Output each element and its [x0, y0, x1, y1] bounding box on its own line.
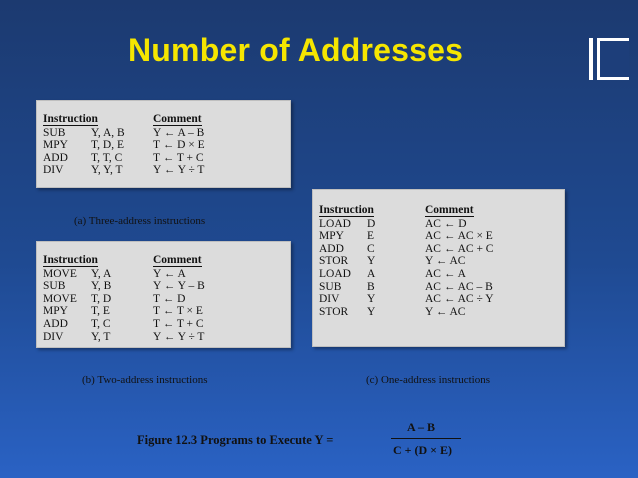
bar-thin — [589, 38, 593, 80]
slide-bars-icon — [589, 38, 629, 80]
two-address-caption: (b) Two-address instructions — [82, 374, 208, 386]
instruction-opcode: DIV — [43, 330, 64, 343]
instruction-opcode: SUB — [43, 126, 66, 139]
instruction-comment: AC ← AC ÷ Y — [425, 293, 494, 306]
table-row — [43, 318, 205, 331]
fraction-numerator: A – B — [407, 420, 436, 434]
instruction-operands: T, E — [91, 305, 110, 318]
figure-caption — [137, 420, 477, 464]
instruction-opcode: LOAD — [319, 267, 351, 280]
table-row — [319, 306, 494, 319]
comment-header-text: Comment — [153, 113, 202, 125]
instruction-opcode: STOR — [319, 305, 349, 318]
instruction-operands: Y — [367, 255, 376, 268]
instruction-comment: Y ← A — [153, 267, 186, 280]
instruction-opcode: DIV — [319, 293, 340, 306]
comment-header — [425, 204, 494, 218]
table-row — [43, 139, 205, 152]
one-address-panel — [312, 189, 565, 347]
table-row — [43, 293, 205, 306]
table-row — [43, 127, 205, 140]
instruction-operands: Y, A — [91, 267, 112, 280]
two-address-panel — [36, 241, 291, 348]
instruction-opcode: SUB — [43, 280, 66, 293]
one-address-caption: (c) One-address instructions — [366, 374, 491, 386]
instruction-opcode: DIV — [43, 164, 64, 177]
instruction-comment: Y ← A – B — [153, 126, 205, 139]
instruction-header-text: Instruction — [43, 113, 98, 125]
instruction-operands: T, C — [91, 317, 111, 330]
comment-header-text: Comment — [153, 254, 202, 266]
instruction-comment: T ← T + C — [153, 151, 204, 164]
instruction-comment: Y ← Y ÷ T — [153, 164, 205, 177]
one-address-table — [319, 204, 494, 318]
instruction-operands: T, D, E — [91, 139, 125, 152]
table-header-row — [43, 113, 205, 127]
table-row — [43, 268, 205, 281]
table-row — [319, 293, 494, 306]
instruction-opcode: MOVE — [43, 267, 77, 280]
table-row — [43, 280, 205, 293]
instruction-opcode: STOR — [319, 255, 349, 268]
instruction-header-text: Instruction — [319, 204, 374, 216]
instruction-comment: AC ← AC – B — [425, 280, 493, 293]
fraction-denominator: C + (D × E) — [393, 443, 453, 457]
instruction-operands: Y, B — [91, 280, 112, 293]
table-row — [319, 255, 494, 268]
instruction-comment: AC ← AC + C — [425, 242, 494, 255]
instruction-comment: T ← D × E — [153, 139, 205, 152]
instruction-comment: T ← D — [153, 292, 186, 305]
table-row — [43, 305, 205, 318]
instruction-comment: T ← T × E — [153, 305, 203, 318]
instruction-opcode: MPY — [43, 305, 68, 318]
instruction-operands: C — [367, 242, 375, 255]
instruction-comment: Y ← Y – B — [153, 280, 205, 293]
figure-label: Figure 12.3 Programs to Execute Y = — [137, 433, 334, 447]
instruction-opcode: ADD — [43, 317, 68, 330]
three-address-table — [43, 113, 205, 177]
instruction-operands: B — [367, 280, 375, 293]
table-row — [319, 243, 494, 256]
instruction-operands: Y, A, B — [91, 126, 125, 139]
three-address-caption: (a) Three-address instructions — [74, 215, 206, 227]
instruction-operands: Y — [367, 293, 376, 306]
instruction-opcode: MOVE — [43, 292, 77, 305]
instruction-operands: T, T, C — [91, 151, 123, 164]
instruction-header-text: Instruction — [43, 254, 98, 266]
instruction-comment: Y ← Y ÷ T — [153, 330, 205, 343]
table-row — [319, 218, 494, 231]
table-row — [43, 331, 205, 344]
table-row — [43, 164, 205, 177]
fraction-bar — [391, 438, 461, 439]
instruction-comment: AC ← D — [425, 217, 467, 230]
comment-header — [153, 254, 205, 268]
instruction-operands: A — [367, 267, 376, 280]
instruction-opcode: ADD — [319, 242, 344, 255]
comment-header — [153, 113, 205, 127]
instruction-opcode: MPY — [319, 230, 344, 243]
instruction-operands: E — [367, 230, 375, 243]
instruction-comment: AC ← A — [425, 267, 466, 280]
three-address-panel — [36, 100, 291, 188]
instruction-comment: Y ← AC — [425, 255, 466, 268]
slide-title: Number of Addresses — [128, 32, 464, 68]
table-row — [43, 152, 205, 165]
table-row — [319, 281, 494, 294]
instruction-comment: AC ← AC × E — [425, 230, 493, 243]
instruction-opcode: SUB — [319, 280, 342, 293]
instruction-comment: T ← T + C — [153, 317, 204, 330]
instruction-header — [319, 204, 425, 218]
table-row — [319, 230, 494, 243]
table-header-row — [319, 204, 494, 218]
instruction-operands: D — [367, 217, 376, 230]
instruction-opcode: MPY — [43, 139, 68, 152]
instruction-operands: Y — [367, 305, 376, 318]
comment-header-text: Comment — [425, 204, 474, 216]
table-row — [319, 268, 494, 281]
two-address-table — [43, 254, 205, 343]
bar-box — [597, 38, 629, 80]
instruction-operands: Y, Y, T — [91, 164, 123, 177]
instruction-opcode: ADD — [43, 151, 68, 164]
table-header-row — [43, 254, 205, 268]
instruction-comment: Y ← AC — [425, 305, 466, 318]
instruction-operands: T, D — [91, 292, 112, 305]
instruction-header — [43, 113, 153, 127]
instruction-opcode: LOAD — [319, 217, 351, 230]
instruction-operands: Y, T — [91, 330, 111, 343]
instruction-header — [43, 254, 153, 268]
